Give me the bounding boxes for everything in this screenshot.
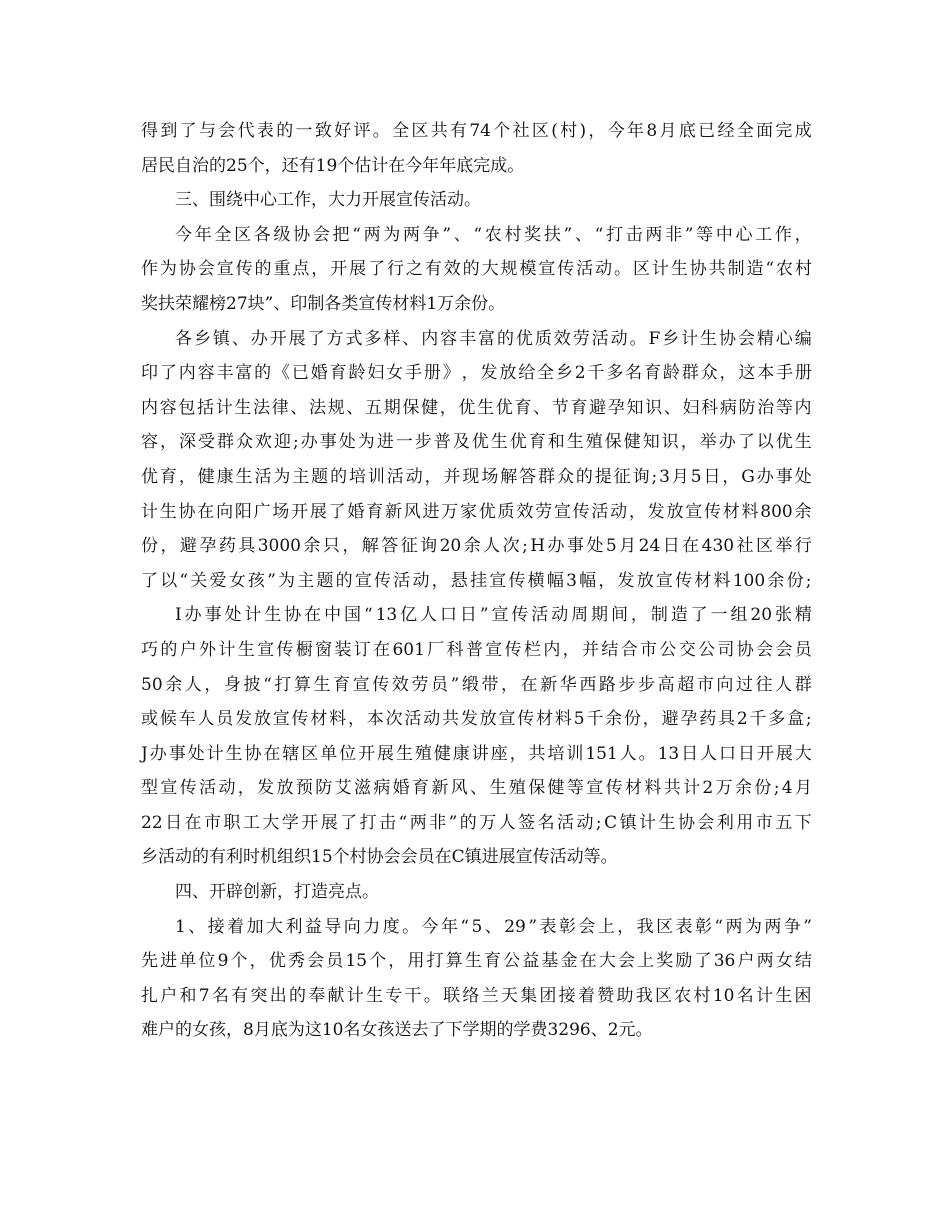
section-heading: 三、围绕中心工作，大力开展宣传活动。 xyxy=(175,190,481,211)
text-line: 了 以 “ 关 爱 女 孩 ” 为 主 题 的 宣 传 活 动 ， 悬 挂 宣 传 横 幅 3 幅 ， 发 放 宣 传 材 料 100 余 份 ; xyxy=(141,570,812,591)
text-line: 或 候 车 人 员 发 放 宣 传 材 料 ， 本 次 活 动 共 发 放 宣 传 材 料 5 千 余 份 ， 避 孕 药 具 2 千 多 盒 ; xyxy=(141,709,812,730)
text-line: 今 年 全 区 各 级 协 会 把 “ 两 为 两 争 ” 、 “ 农 村 奖 扶 ” 、 “ 打 击 两 非 ” 等 中 心 工 作 ， xyxy=(175,224,812,245)
text-line: 1 、 接 着 加 大 利 益 导 向 力 度 。 今 年 “ 5 、 29 ” 表 彰 会 上 ， 我 区 表 彰 “ 两 为 两 争 ” xyxy=(175,916,812,937)
text-line: 优 育 ， 健 康 生 活 为 主 题 的 培 训 活 动 ， 并 现 场 解 答 群 众 的 提 征 询 ; 3 月 5 日 ， G 办 事 处 xyxy=(141,466,812,487)
text-line: 居民自治的25个，还有19个估计在今年年底完成。 xyxy=(141,155,525,176)
text-line: 印 了 内 容 丰 富 的 《 已 婚 育 龄 妇 女 手 册 》 ， 发 放 给 全 乡 2 千 多 名 育 龄 群 众 ， 这 本 手 册 xyxy=(141,363,812,384)
text-line: 扎 户 和 7 名 有 突 出 的 奉 献 计 生 专 干 。 联 络 兰 天 集 团 接 着 赞 助 我 区 农 村 10 名 计 生 困 xyxy=(141,985,812,1006)
document-body xyxy=(141,114,812,1048)
section-heading: 四、开辟创新，打造亮点。 xyxy=(175,882,379,903)
text-line: 难户的女孩，8月底为这10名女孩送去了下学期的学费3296、2元。 xyxy=(141,1020,653,1041)
text-line: 奖扶荣耀榜27块”、印制各类宣传材料1万余份。 xyxy=(141,293,506,314)
text-line: 22 日 在 市 职 工 大 学 开 展 了 打 击 “ 两 非 ” 的 万 人 签 名 活 动 ; C 镇 计 生 协 会 利 用 市 五 下 xyxy=(141,812,812,833)
text-line: 得 到 了 与 会 代 表 的 一 致 好 评 。 全 区 共 有 74 个 社 区 ( 村 ) ， 今 年 8 月 底 已 经 全 面 完 成 xyxy=(141,121,812,141)
text-line: 50 余 人 ， 身 披 “ 打 算 生 育 宣 传 效 劳 员 ” 缎 带 ， 在 新 华 西 路 步 步 高 超 市 向 过 往 人 群 xyxy=(141,674,812,695)
text-line: 份 ， 避 孕 药 具 3000 余 只 ， 解 答 征 询 20 余 人 次 ; H 办 事 处 5 月 24 日 在 430 社 区 举 行 xyxy=(141,536,812,557)
text-line: 各 乡 镇 、 办 开 展 了 方 式 多 样 、 内 容 丰 富 的 优 质 效 劳 活 动 。 F 乡 计 生 协 会 精 心 编 xyxy=(175,328,812,349)
text-line: 容 ， 深 受 群 众 欢 迎 ; 办 事 处 为 进 一 步 普 及 优 生 优 育 和 生 殖 保 健 知 识 ， 举 办 了 以 优 生 xyxy=(141,432,812,453)
text-line: 乡活动的有利时机组织15个村协会会员在C镇进展宣传活动等。 xyxy=(141,847,618,868)
text-line: 内 容 包 括 计 生 法 律 、 法 规 、 五 期 保 健 ， 优 生 优 育 、 节 育 避 孕 知 识 、 妇 科 病 防 治 等 内 xyxy=(141,397,812,418)
text-line: 作 为 协 会 宣 传 的 重 点 ， 开 展 了 行 之 有 效 的 大 规 模 宣 传 活 动 。 区 计 生 协 共 制 造 “ 农 村 xyxy=(141,259,812,280)
text-line: 先 进 单 位 9 个 ， 优 秀 会 员 15 个 ， 用 打 算 生 育 公 益 基 金 在 大 会 上 奖 励 了 36 户 两 女 结 xyxy=(141,951,812,972)
text-line: I 办 事 处 计 生 协 在 中 国 “ 13 亿 人 口 日 ” 宣 传 活 动 周 期 间 ， 制 造 了 一 组 20 张 精 xyxy=(175,605,812,626)
text-line: 计 生 协 在 向 阳 广 场 开 展 了 婚 育 新 风 进 万 家 优 质 效 劳 宣 传 活 动 ， 发 放 宣 传 材 料 800 余 xyxy=(141,501,812,522)
text-line: 型 宣 传 活 动 ， 发 放 预 防 艾 滋 病 婚 育 新 风 、 生 殖 保 健 等 宣 传 材 料 共 计 2 万 余 份 ; 4 月 xyxy=(141,778,812,799)
text-line: 巧 的 户 外 计 生 宣 传 橱 窗 装 订 在 601 厂 科 普 宣 传 栏 内 ， 并 结 合 市 公 交 公 司 协 会 会 员 xyxy=(141,639,812,660)
text-line: J 办 事 处 计 生 协 在 辖 区 单 位 开 展 生 殖 健 康 讲 座 ， 共 培 训 151 人 。 13 日 人 口 日 开 展 大 xyxy=(141,743,812,764)
